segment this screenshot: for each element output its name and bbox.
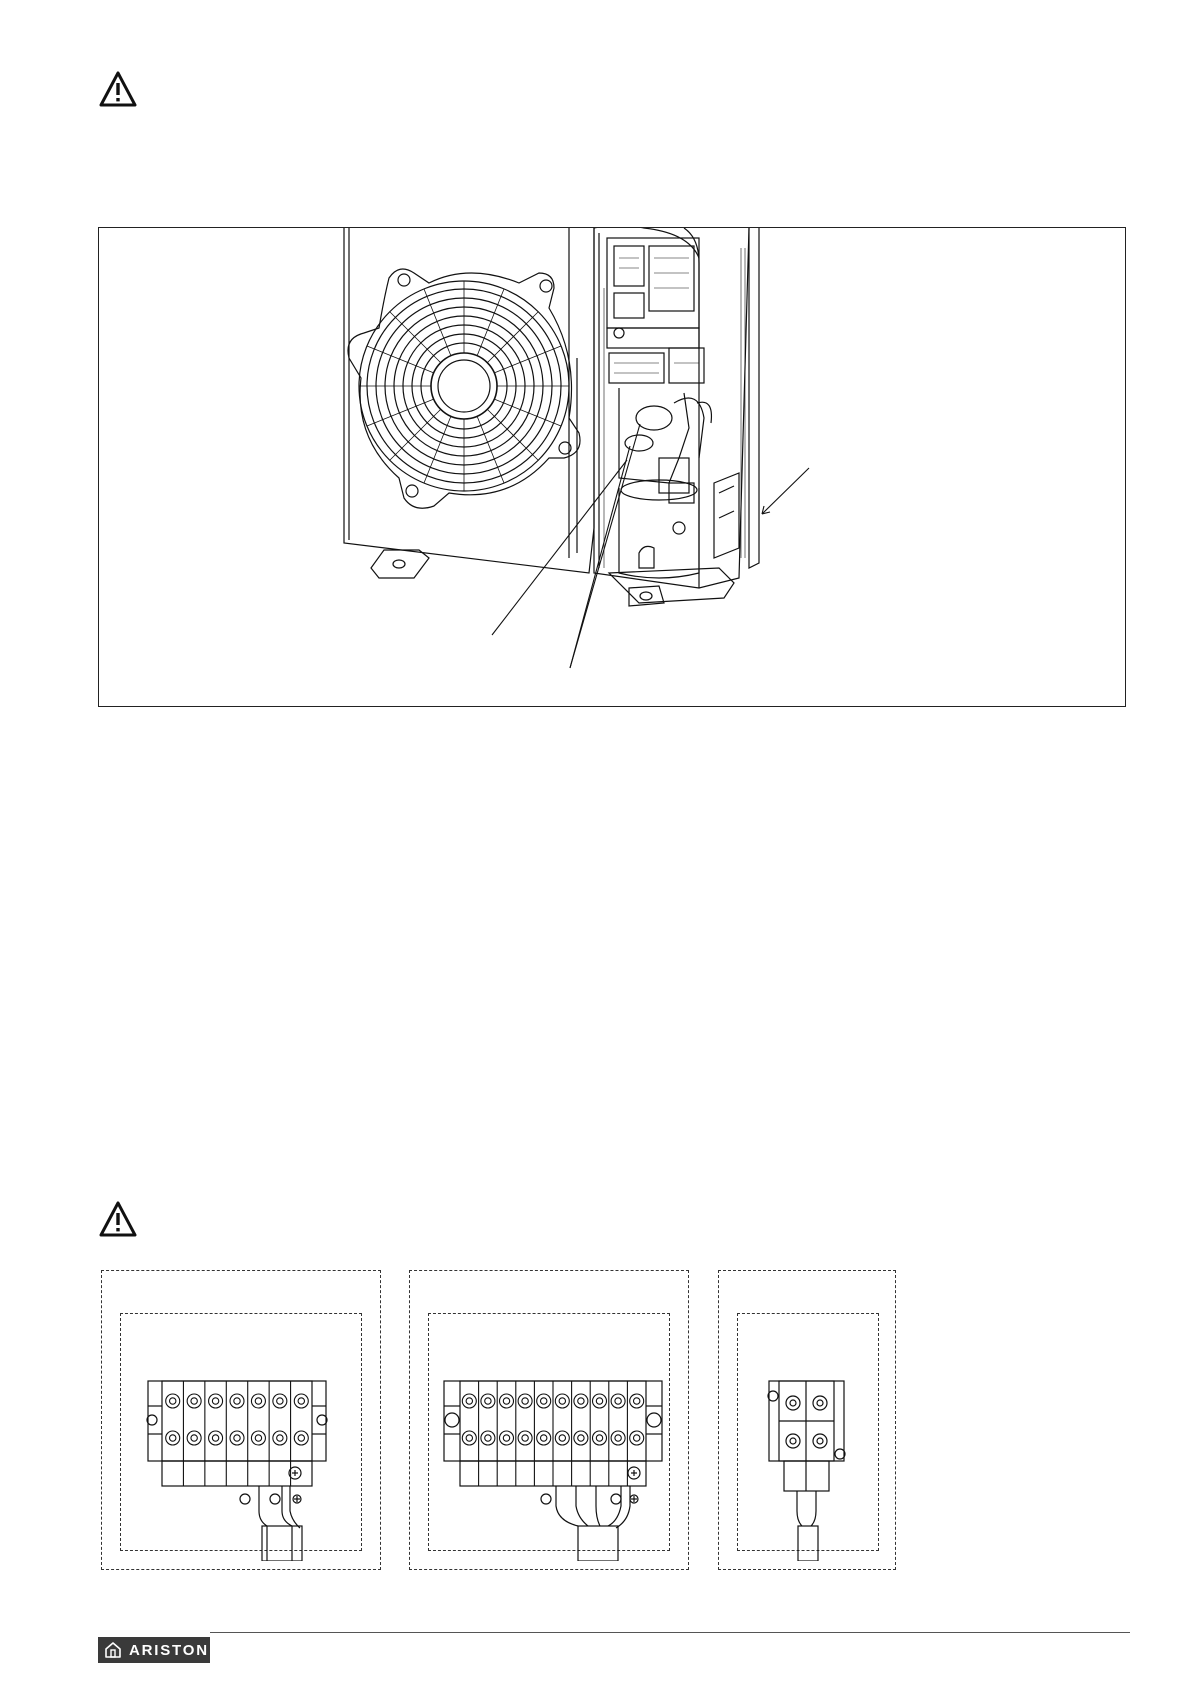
terminal-screw-head bbox=[466, 1398, 472, 1404]
terminal-screw bbox=[481, 1431, 495, 1445]
terminal-screw bbox=[166, 1431, 180, 1445]
terminal-screw bbox=[537, 1431, 551, 1445]
terminal-screw-head bbox=[255, 1398, 261, 1404]
terminal-screw bbox=[187, 1394, 201, 1408]
terminal-screw-head bbox=[559, 1398, 565, 1404]
terminal-screw-head bbox=[191, 1435, 197, 1441]
terminal-screw-head bbox=[503, 1435, 509, 1441]
terminal-screw bbox=[500, 1394, 514, 1408]
terminal-screw bbox=[574, 1431, 588, 1445]
terminal-screw bbox=[294, 1431, 308, 1445]
terminal-screw bbox=[630, 1394, 644, 1408]
terminal-screw bbox=[209, 1431, 223, 1445]
terminal-screw-head bbox=[234, 1398, 240, 1404]
terminal-screw-head bbox=[298, 1435, 304, 1441]
terminal-block-panel-1 bbox=[101, 1270, 381, 1570]
terminal-screw bbox=[537, 1394, 551, 1408]
terminal-screw bbox=[251, 1394, 265, 1408]
terminal-screw-head bbox=[615, 1435, 621, 1441]
terminal-screw bbox=[630, 1431, 644, 1445]
brand-name: ARISTON bbox=[129, 1641, 209, 1659]
terminal-screw-head bbox=[503, 1398, 509, 1404]
terminal-screw bbox=[251, 1431, 265, 1445]
terminal-screw bbox=[555, 1431, 569, 1445]
terminal-screw bbox=[273, 1394, 287, 1408]
terminal-screw-head bbox=[559, 1435, 565, 1441]
terminal-screw-head bbox=[277, 1398, 283, 1404]
terminal-screw-head bbox=[170, 1398, 176, 1404]
terminal-screw-head bbox=[485, 1435, 491, 1441]
terminal-screw-head bbox=[522, 1435, 528, 1441]
terminal-screw-head bbox=[615, 1398, 621, 1404]
terminal-screw-head bbox=[191, 1398, 197, 1404]
terminal-screw bbox=[230, 1431, 244, 1445]
terminal-block-2-way bbox=[764, 1376, 854, 1561]
terminal-screw-head bbox=[541, 1435, 547, 1441]
terminal-screw bbox=[187, 1431, 201, 1445]
warning-triangle-icon bbox=[98, 70, 138, 110]
warning-triangle-icon bbox=[98, 1200, 138, 1240]
ariston-house-icon bbox=[103, 1640, 123, 1660]
terminal-screw bbox=[462, 1394, 476, 1408]
terminal-block-7-way bbox=[142, 1376, 332, 1561]
terminal-screw bbox=[518, 1394, 532, 1408]
terminal-screw-head bbox=[541, 1398, 547, 1404]
terminal-screw-head bbox=[466, 1435, 472, 1441]
brand-logo bbox=[98, 1637, 210, 1663]
terminal-screw-head bbox=[634, 1398, 640, 1404]
terminal-screw bbox=[166, 1394, 180, 1408]
terminal-screw bbox=[209, 1394, 223, 1408]
terminal-screw-head bbox=[255, 1435, 261, 1441]
footer-rule bbox=[210, 1632, 1130, 1633]
terminal-screw bbox=[593, 1431, 607, 1445]
terminal-screw-head bbox=[212, 1435, 218, 1441]
terminal-screw bbox=[593, 1394, 607, 1408]
terminal-screw-head bbox=[596, 1398, 602, 1404]
terminal-screw bbox=[294, 1394, 308, 1408]
terminal-screw bbox=[611, 1394, 625, 1408]
terminal-screw bbox=[273, 1431, 287, 1445]
heat-pump-figure bbox=[98, 227, 1126, 707]
terminal-screw-head bbox=[277, 1435, 283, 1441]
terminal-screw-head bbox=[212, 1398, 218, 1404]
terminal-screw-head bbox=[485, 1398, 491, 1404]
terminal-screw bbox=[555, 1394, 569, 1408]
terminal-screw bbox=[462, 1431, 476, 1445]
terminal-screw-head bbox=[634, 1435, 640, 1441]
terminal-screw bbox=[230, 1394, 244, 1408]
terminal-screw-head bbox=[234, 1435, 240, 1441]
terminal-block-10-way bbox=[438, 1376, 668, 1561]
terminal-screw bbox=[481, 1394, 495, 1408]
terminal-screw-head bbox=[578, 1398, 584, 1404]
terminal-block-panel-3 bbox=[718, 1270, 896, 1570]
terminal-screw-head bbox=[578, 1435, 584, 1441]
terminal-screw bbox=[611, 1431, 625, 1445]
terminal-screw bbox=[518, 1431, 532, 1445]
terminal-screw-head bbox=[522, 1398, 528, 1404]
terminal-screw-head bbox=[298, 1398, 304, 1404]
heat-pump-outdoor-unit-drawing bbox=[99, 228, 1127, 708]
terminal-screw bbox=[574, 1394, 588, 1408]
terminal-block-panel-2 bbox=[409, 1270, 689, 1570]
terminal-screw-head bbox=[596, 1435, 602, 1441]
terminal-screw bbox=[500, 1431, 514, 1445]
terminal-screw-head bbox=[170, 1435, 176, 1441]
